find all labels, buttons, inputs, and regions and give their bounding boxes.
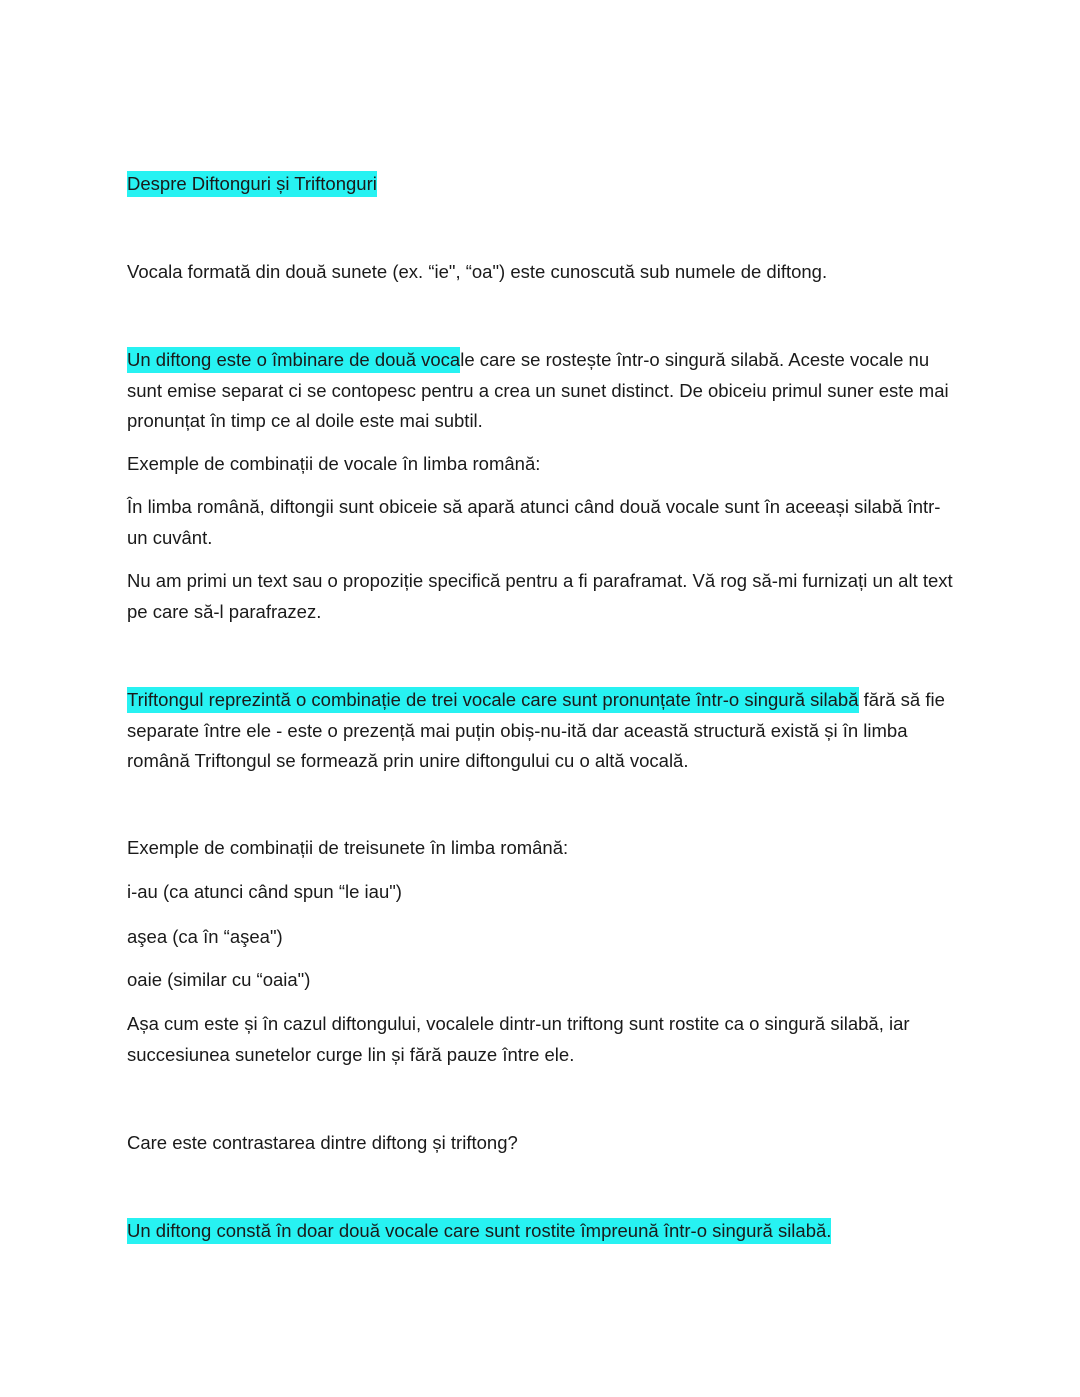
paragraph-diftong-explanation: [127, 345, 957, 437]
paragraph-triftong-summary: Așa cum este și în cazul diftongului, vocalele dintr-un triftong sunt rostite ca o singură silabă, iar succesiunea sunetelor curge lin și fără pauze între ele.: [127, 1013, 910, 1065]
document-title: [127, 169, 957, 200]
title-highlight: Despre Diftonguri și Triftonguri: [127, 171, 377, 197]
paragraph-triftong-examples-heading: Exemple de combinații de treisunete în limba română:: [127, 837, 569, 858]
paragraph-paraphrase-note: Nu am primi un text sau o propoziție specifică pentru a fi paraframat. Vă rog să-mi furnizați un alt text pe care să-l parafrazez.: [127, 570, 953, 622]
example-item: oaie (similar cu “oaia"): [127, 969, 311, 990]
paragraph-diftong-usage: În limba română, diftongii sunt obiceie să apară atunci când două vocale sunt în aceeași silabă într-un cuvânt.: [127, 496, 941, 548]
paragraph-examples-heading: Exemple de combinații de vocale în limba română:: [127, 453, 541, 474]
paragraph-question: Care este contrastarea dintre diftong și triftong?: [127, 1132, 518, 1153]
paragraph-diftong-definition: Vocala formată din două sunete (ex. “ie", “oa") este cunoscută sub numele de diftong.: [127, 261, 828, 282]
paragraph-diftong-answer: [127, 1216, 957, 1247]
diftong-explanation-text: le care se rostește într-o singură silabă. Aceste vocale nu sunt emise separat ci se contopesc pentru a crea un sunet distinct. De obiceiu primul suner este mai pronunțat în timp ce al doile este mai subtil.: [127, 349, 949, 431]
example-item: aşea (ca în “aşea"): [127, 926, 283, 947]
triftong-highlight: Triftongul reprezintă o combinație de trei vocale care sunt pronunțate într-o singură silabă: [127, 687, 859, 713]
triftong-explanation-text: fără să fie separate între ele - este o prezență mai puțin obiș-nu-ită dar această structură există și în limba română Triftongul se formează prin unire diftongului cu o altă vocală.: [127, 689, 945, 771]
example-item: i-au (ca atunci când spun “le iau"): [127, 881, 402, 902]
paragraph-triftong-definition: [127, 685, 957, 777]
diftong-highlight: Un diftong este o îmbinare de două voca: [127, 347, 460, 373]
answer-highlight: Un diftong constă în doar două vocale care sunt rostite împreună într-o singură silabă.: [127, 1218, 831, 1244]
